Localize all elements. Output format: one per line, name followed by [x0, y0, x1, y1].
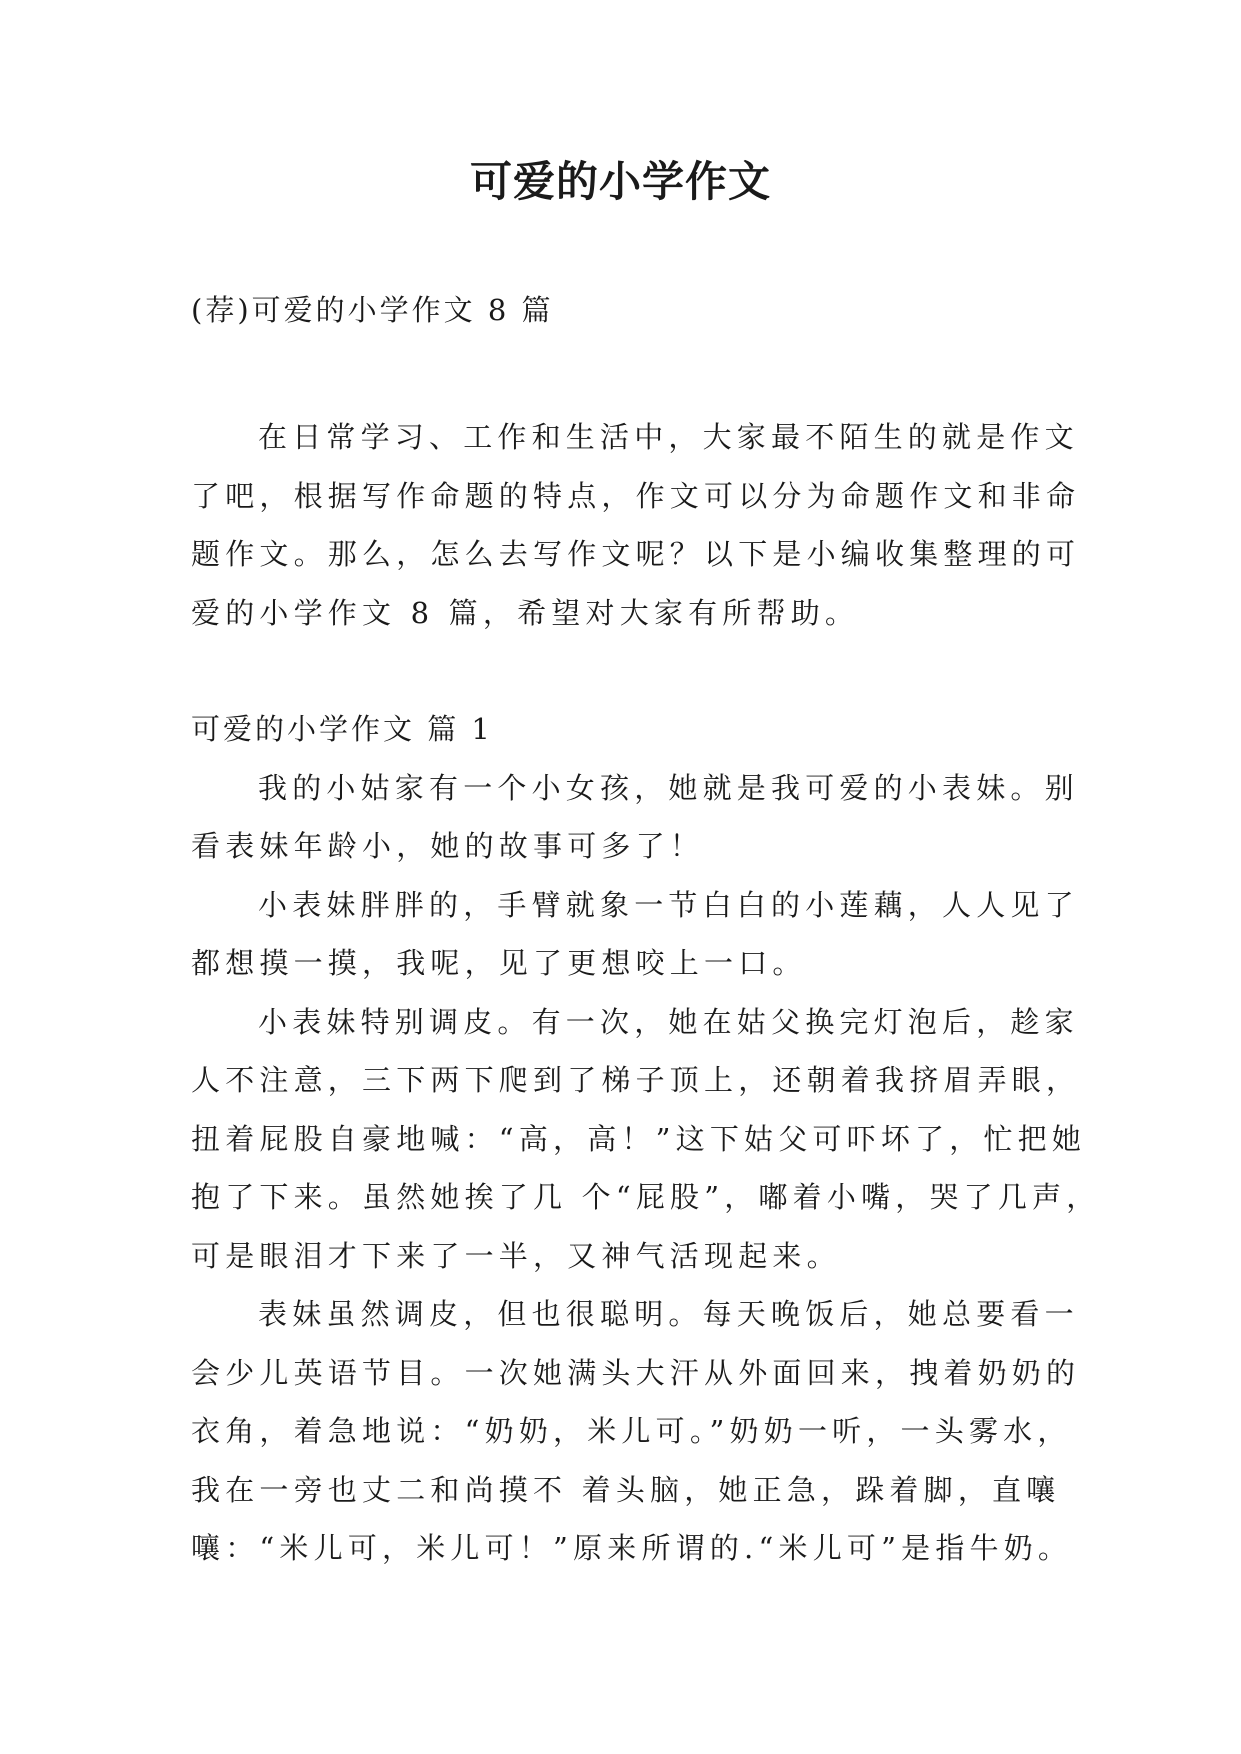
article-heading: 可爱的小学作文 篇 1 [191, 712, 493, 746]
paragraph-line: 扭着屁股自豪地喊：“高，高！”这下姑父可吓坏了，忙把她 [191, 1121, 1087, 1156]
paragraph-line: 我在一旁也丈二和尚摸不 着头脑，她正急，跺着脚，直嚷 [191, 1472, 1061, 1507]
paragraph-line: 小表妹特别调皮。有一次，她在姑父换完灯泡后，趁家 [258, 1004, 1079, 1039]
article-paragraph [191, 1285, 1091, 1578]
document-subtitle: (荐)可爱的小学作文 8 篇 [191, 293, 554, 327]
article-paragraph [191, 993, 1101, 1286]
paragraph-line: 抱了下来。虽然她挨了几 个“屁股”，嘟着小嘴，哭了几声， [191, 1180, 1101, 1214]
paragraph-line: 小表妹胖胖的，手臂就象一节白白的小莲藕，人人见了 [258, 887, 1079, 922]
paragraph-line: 我的小姑家有一个小女孩，她就是我可爱的小表妹。别 [258, 770, 1079, 805]
intro-line: 爱的小学作文 8 篇，希望对大家有所帮助。 [191, 595, 860, 630]
paragraph-line: 会少儿英语节目。一次她满头大汗从外面回来，拽着奶奶的 [191, 1355, 1081, 1390]
paragraph-line: 可是眼泪才下来了一半，又神气活现起来。 [191, 1238, 841, 1273]
intro-line: 了吧，根据写作命题的特点，作文可以分为命题作文和非命 [191, 478, 1081, 513]
article-paragraph [191, 759, 1091, 876]
document-title: 可爱的小学作文 [469, 157, 771, 206]
paragraph-line: 人不注意，三下两下爬到了梯子顶上，还朝着我挤眉弄眼， [191, 1063, 1081, 1097]
paragraph-line: 都想摸一摸，我呢，见了更想咬上一口。 [191, 946, 807, 980]
paragraph-line: 嚷：“米儿可，米儿可！”原来所谓的.“米儿可”是指牛奶。 [191, 1531, 1073, 1565]
intro-paragraph [191, 408, 1091, 642]
article-section [191, 700, 1101, 1578]
intro-line: 在日常学习、工作和生活中，大家最不陌生的就是作文 [258, 420, 1079, 454]
paragraph-line: 表妹虽然调皮，但也很聪明。每天晚饭后，她总要看一 [258, 1297, 1079, 1331]
article-paragraph [191, 876, 1091, 993]
intro-line: 题作文。那么，怎么去写作文呢？以下是小编收集整理的可 [191, 537, 1081, 571]
paragraph-line: 衣角，着急地说：“奶奶，米儿可。”奶奶一听，一头雾水， [191, 1414, 1072, 1448]
paragraph-line: 看表妹年龄小，她的故事可多了！ [191, 829, 705, 863]
